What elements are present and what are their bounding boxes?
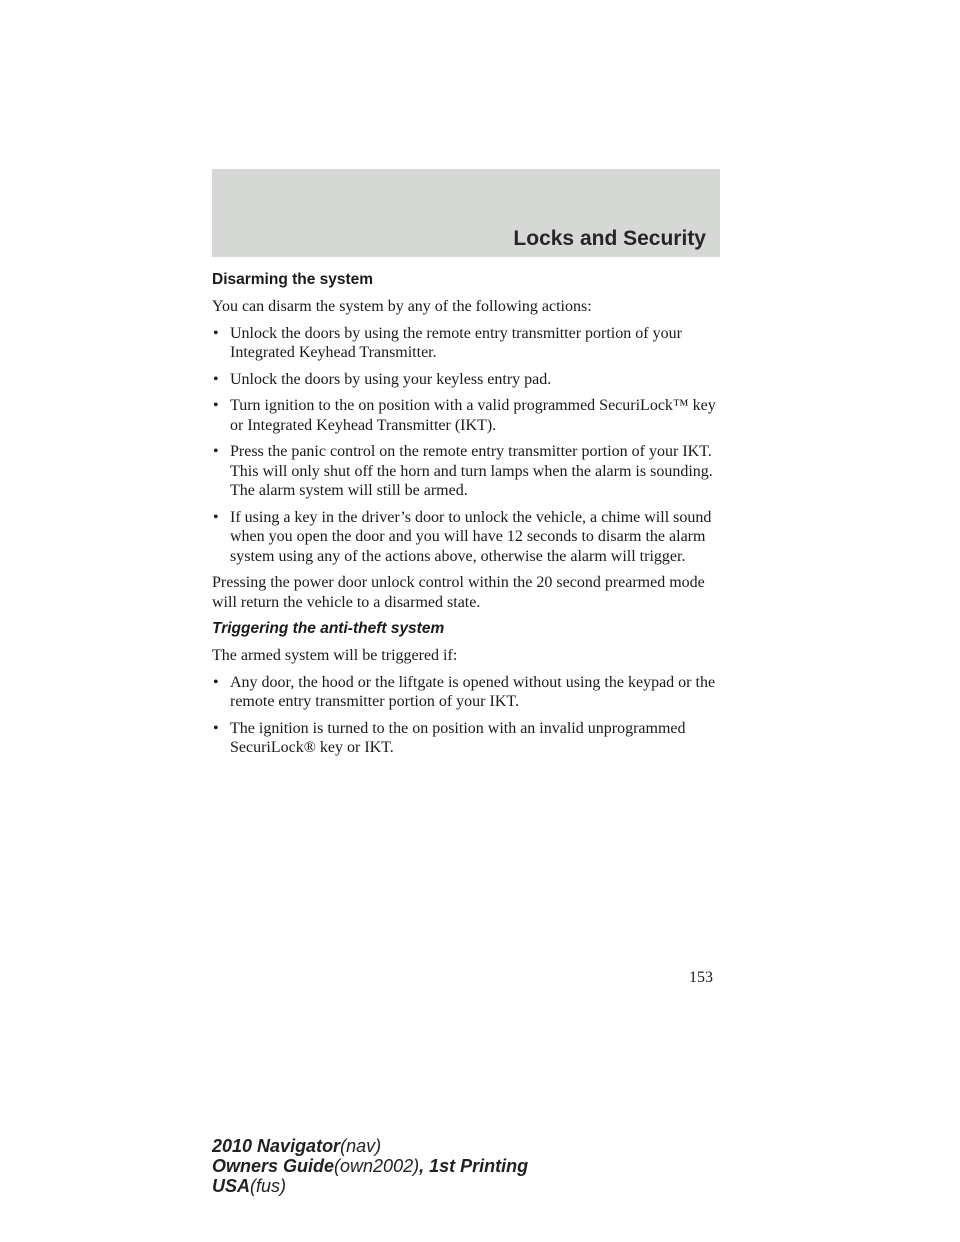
bullet-icon: • <box>213 324 219 342</box>
document-footer <box>212 1136 528 1196</box>
disarming-bullet-list <box>212 324 720 567</box>
list-item-text: Press the panic control on the remote entry transmitter portion of your IKT. This will only shut off the horn and turn lamps when the alarm is sounding. The alarm system will still be armed. <box>230 443 713 499</box>
list-item-text: Any door, the hood or the liftgate is opened without using the keypad or the remote entry transmitter portion of your IKT. <box>230 673 716 710</box>
list-item <box>212 719 720 758</box>
list-item <box>212 396 720 435</box>
list-item <box>212 324 720 363</box>
footer-line-2 <box>212 1156 528 1176</box>
list-item-text: Unlock the doors by using your keyless entry pad. <box>230 370 552 388</box>
triggering-intro: The armed system will be triggered if: <box>212 647 458 664</box>
bullet-icon: • <box>213 508 219 526</box>
list-item <box>212 442 720 501</box>
list-item <box>212 370 720 390</box>
list-item <box>212 673 720 712</box>
footer-guide: Owners Guide <box>212 1156 335 1176</box>
triggering-bullet-list <box>212 673 720 758</box>
page-content <box>212 270 720 765</box>
section-header-band <box>212 169 720 257</box>
footer-printing: , 1st Printing <box>419 1156 529 1176</box>
bullet-icon: • <box>213 673 219 691</box>
page-number: 153 <box>689 969 713 986</box>
heading-triggering: Triggering the anti-theft system <box>212 620 445 637</box>
footer-market-code: (fus) <box>250 1176 287 1196</box>
footer-line-3 <box>212 1176 528 1196</box>
bullet-icon: • <box>213 370 219 388</box>
list-item-text: Turn ignition to the on position with a valid programmed SecuriLock™ key or Integrated Keyhead Transmitter (IKT). <box>230 397 716 434</box>
disarming-closing: Pressing the power door unlock control within the 20 second prearmed mode will return the vehicle to a disarmed state. <box>212 574 705 611</box>
list-item-text: If using a key in the driver’s door to unlock the vehicle, a chime will sound when you open the door and you will have 12 seconds to disarm the alarm system using any of the actions above, otherwise the alarm will trigger. <box>230 508 712 565</box>
disarming-intro: You can disarm the system by any of the following actions: <box>212 298 592 315</box>
bullet-icon: • <box>213 719 219 737</box>
footer-guide-code: (own2002) <box>334 1156 420 1176</box>
list-item <box>212 508 720 567</box>
footer-line-1 <box>212 1136 528 1156</box>
list-item-text: The ignition is turned to the on position with an invalid unprogrammed SecuriLock® key or IKT. <box>230 719 686 756</box>
section-title: Locks and Security <box>513 227 706 250</box>
footer-model-code: (nav) <box>340 1136 382 1156</box>
list-item-text: Unlock the doors by using the remote entry transmitter portion of your Integrated Keyhead Transmitter. <box>230 324 682 361</box>
bullet-icon: • <box>213 397 219 414</box>
bullet-icon: • <box>213 443 219 460</box>
heading-disarming: Disarming the system <box>212 271 374 288</box>
footer-market: USA <box>212 1176 251 1196</box>
footer-model: 2010 Navigator <box>212 1136 341 1156</box>
